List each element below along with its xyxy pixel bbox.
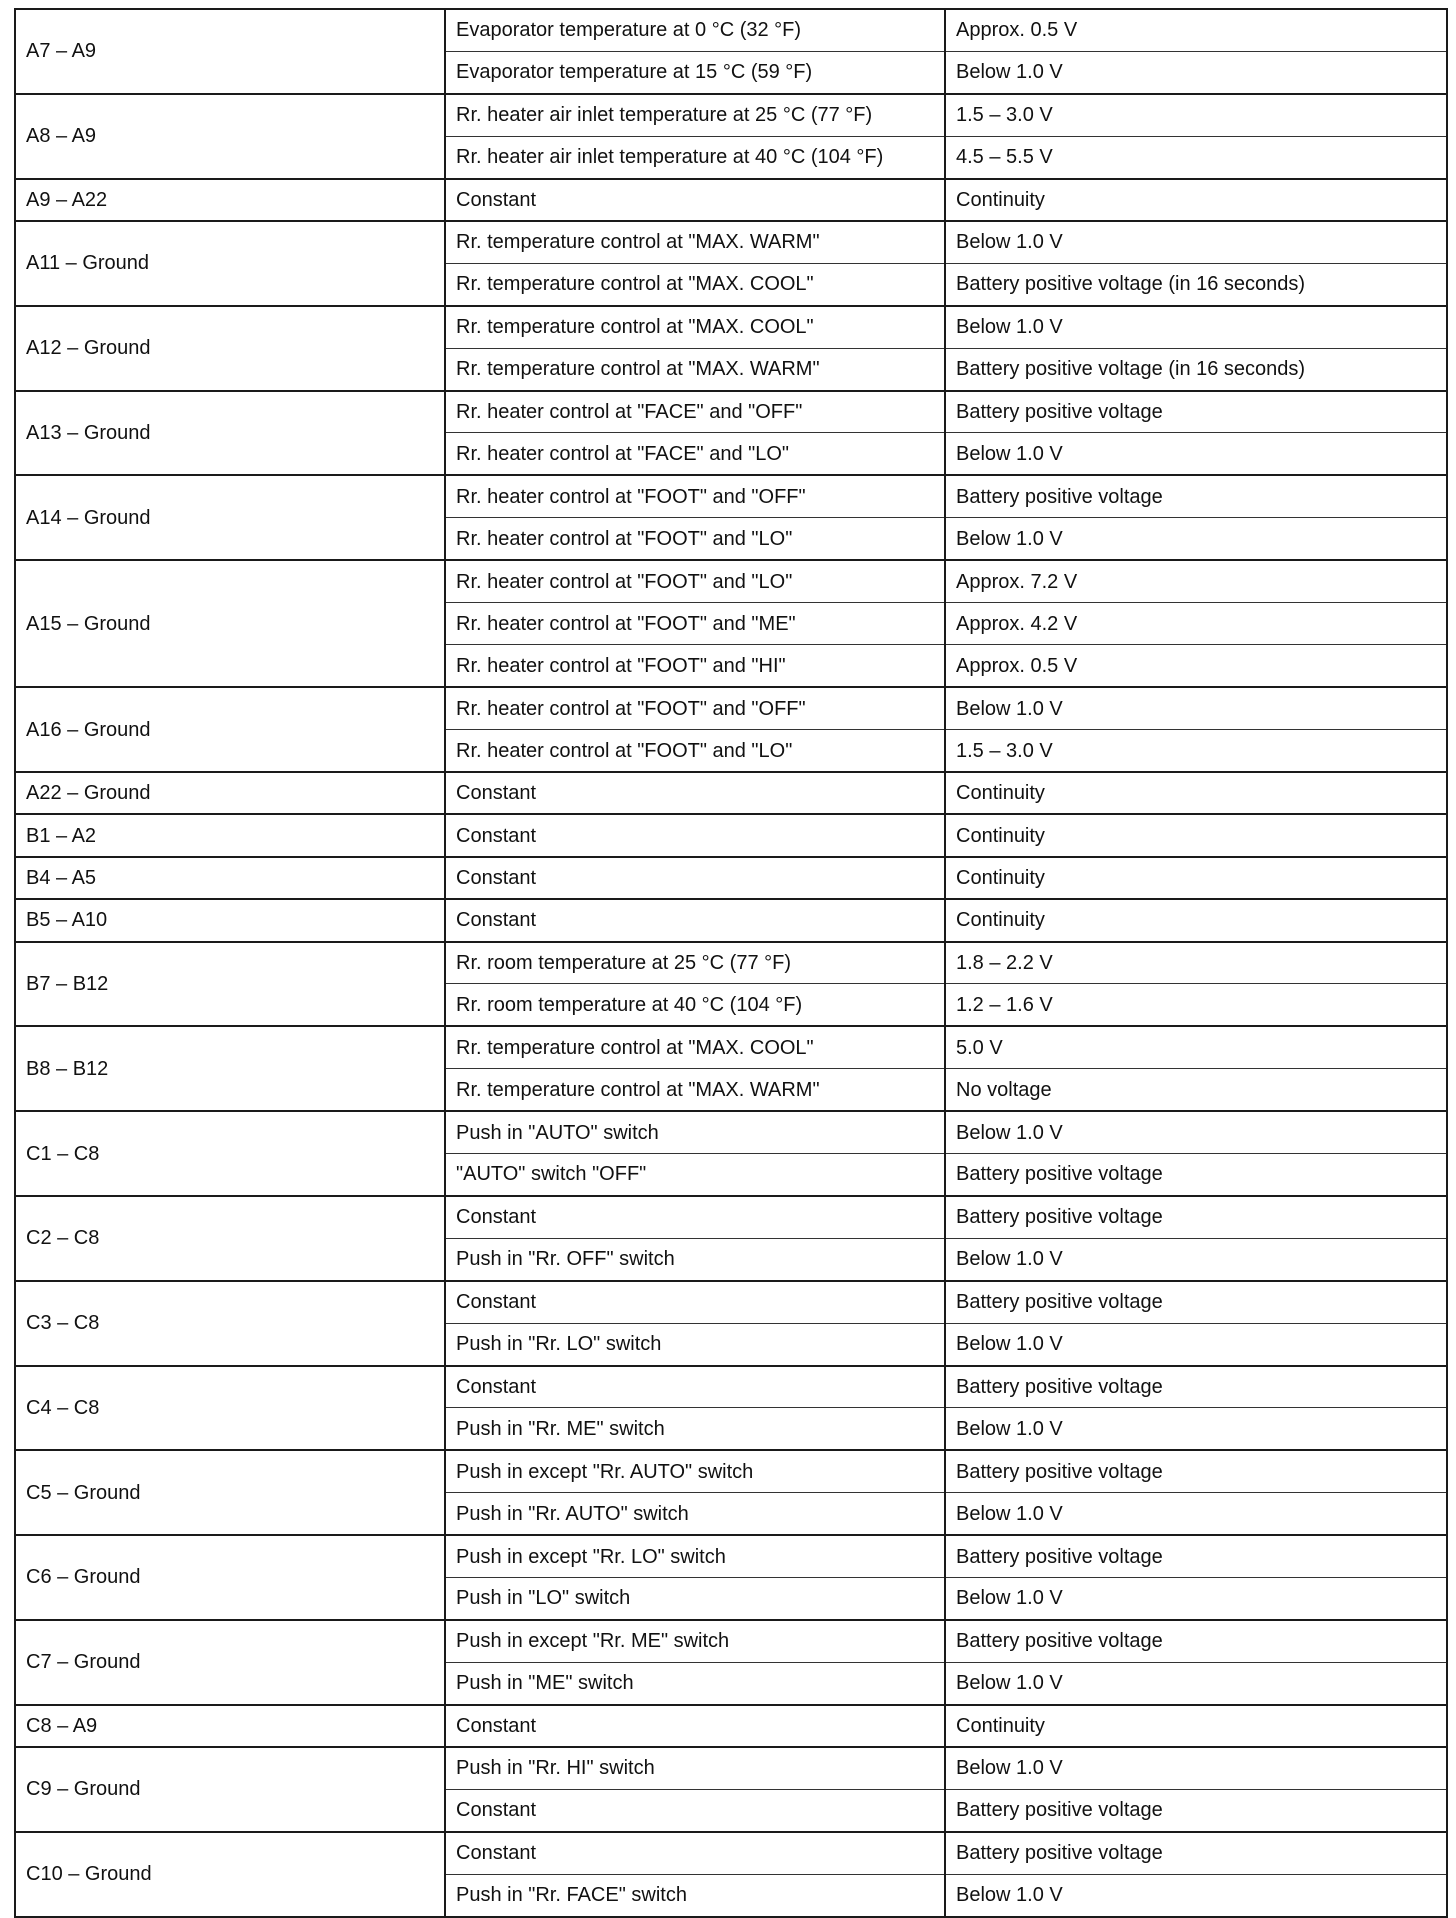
specified-condition-cell: Continuity xyxy=(945,772,1447,814)
condition-cell: Constant xyxy=(445,179,945,221)
specified-condition-cell: Below 1.0 V xyxy=(945,306,1447,348)
specified-condition-cell: Battery positive voltage xyxy=(945,1154,1447,1196)
condition-cell: Rr. temperature control at "MAX. WARM" xyxy=(445,348,945,390)
terminal-cell: B7 – B12 xyxy=(15,942,445,1027)
terminal-inspection-table xyxy=(14,8,1448,1918)
specified-condition-cell: 1.2 – 1.6 V xyxy=(945,984,1447,1026)
specified-condition-cell: Below 1.0 V xyxy=(945,51,1447,93)
condition-cell: Constant xyxy=(445,772,945,814)
table-row xyxy=(15,560,1447,602)
table-row xyxy=(15,814,1447,856)
condition-cell: Rr. heater control at "FOOT" and "LO" xyxy=(445,518,945,560)
specified-condition-cell: Below 1.0 V xyxy=(945,1662,1447,1704)
specified-condition-cell: Continuity xyxy=(945,814,1447,856)
condition-cell: Push in "AUTO" switch xyxy=(445,1111,945,1153)
terminal-cell: C8 – A9 xyxy=(15,1705,445,1747)
table-row xyxy=(15,94,1447,136)
terminal-cell: C1 – C8 xyxy=(15,1111,445,1196)
condition-cell: Constant xyxy=(445,1281,945,1323)
table-row xyxy=(15,899,1447,941)
terminal-cell: A15 – Ground xyxy=(15,560,445,687)
terminal-cell: B8 – B12 xyxy=(15,1026,445,1111)
terminal-cell: B4 – A5 xyxy=(15,857,445,899)
specified-condition-cell: Battery positive voltage xyxy=(945,1535,1447,1577)
table-row xyxy=(15,1196,1447,1238)
condition-cell: Rr. temperature control at "MAX. COOL" xyxy=(445,263,945,305)
specified-condition-cell: Battery positive voltage (in 16 seconds) xyxy=(945,263,1447,305)
condition-cell: Constant xyxy=(445,814,945,856)
specified-condition-cell: Approx. 7.2 V xyxy=(945,560,1447,602)
specified-condition-cell: Below 1.0 V xyxy=(945,221,1447,263)
specified-condition-cell: Below 1.0 V xyxy=(945,1408,1447,1450)
condition-cell: Rr. room temperature at 40 °C (104 °F) xyxy=(445,984,945,1026)
specified-condition-cell: Continuity xyxy=(945,899,1447,941)
specified-condition-cell: 5.0 V xyxy=(945,1026,1447,1068)
condition-cell: Rr. heater control at "FACE" and "OFF" xyxy=(445,391,945,433)
table-row xyxy=(15,1535,1447,1577)
terminal-cell: A12 – Ground xyxy=(15,306,445,391)
condition-cell: Constant xyxy=(445,1196,945,1238)
specified-condition-cell: Continuity xyxy=(945,179,1447,221)
specified-condition-cell: Battery positive voltage xyxy=(945,391,1447,433)
specified-condition-cell: Below 1.0 V xyxy=(945,1493,1447,1535)
specified-condition-cell: 1.5 – 3.0 V xyxy=(945,730,1447,772)
condition-cell: Push in "Rr. LO" switch xyxy=(445,1323,945,1365)
condition-cell: Constant xyxy=(445,857,945,899)
condition-cell: Evaporator temperature at 15 °C (59 °F) xyxy=(445,51,945,93)
specified-condition-cell: Battery positive voltage xyxy=(945,1620,1447,1662)
table-row xyxy=(15,391,1447,433)
specified-condition-cell: Approx. 0.5 V xyxy=(945,645,1447,687)
condition-cell: Rr. heater control at "FOOT" and "LO" xyxy=(445,730,945,772)
condition-cell: Rr. temperature control at "MAX. COOL" xyxy=(445,1026,945,1068)
condition-cell: Rr. heater air inlet temperature at 25 °C (77 °F) xyxy=(445,94,945,136)
table-row xyxy=(15,1450,1447,1492)
condition-cell: Rr. heater control at "FOOT" and "ME" xyxy=(445,602,945,644)
condition-cell: Constant xyxy=(445,1705,945,1747)
terminal-cell: A22 – Ground xyxy=(15,772,445,814)
table-row xyxy=(15,1747,1447,1789)
specified-condition-cell: Approx. 4.2 V xyxy=(945,602,1447,644)
terminal-cell: C3 – C8 xyxy=(15,1281,445,1366)
terminal-cell: A9 – A22 xyxy=(15,179,445,221)
condition-cell: Constant xyxy=(445,1832,945,1874)
specified-condition-cell: 1.8 – 2.2 V xyxy=(945,942,1447,984)
condition-cell: Push in "ME" switch xyxy=(445,1662,945,1704)
specified-condition-cell: 1.5 – 3.0 V xyxy=(945,94,1447,136)
specified-condition-cell: 4.5 – 5.5 V xyxy=(945,136,1447,178)
condition-cell: Push in "LO" switch xyxy=(445,1577,945,1619)
terminal-cell: C9 – Ground xyxy=(15,1747,445,1832)
table-row xyxy=(15,1026,1447,1068)
condition-cell: Push in "Rr. FACE" switch xyxy=(445,1874,945,1916)
specified-condition-cell: Continuity xyxy=(945,1705,1447,1747)
specified-condition-cell: Battery positive voltage xyxy=(945,1789,1447,1831)
condition-cell: Constant xyxy=(445,899,945,941)
terminal-cell: C7 – Ground xyxy=(15,1620,445,1705)
specified-condition-cell: Battery positive voltage (in 16 seconds) xyxy=(945,348,1447,390)
table-row xyxy=(15,857,1447,899)
specified-condition-cell: Battery positive voltage xyxy=(945,1450,1447,1492)
terminal-cell: C4 – C8 xyxy=(15,1366,445,1451)
terminal-cell: A8 – A9 xyxy=(15,94,445,179)
condition-cell: "AUTO" switch "OFF" xyxy=(445,1154,945,1196)
condition-cell: Rr. heater control at "FACE" and "LO" xyxy=(445,433,945,475)
condition-cell: Rr. heater air inlet temperature at 40 °C (104 °F) xyxy=(445,136,945,178)
table-row xyxy=(15,1111,1447,1153)
specified-condition-cell: Battery positive voltage xyxy=(945,1196,1447,1238)
terminal-cell: A13 – Ground xyxy=(15,391,445,476)
specified-condition-cell: Below 1.0 V xyxy=(945,518,1447,560)
condition-cell: Rr. temperature control at "MAX. WARM" xyxy=(445,1069,945,1111)
terminal-cell: C2 – C8 xyxy=(15,1196,445,1281)
terminal-cell: A14 – Ground xyxy=(15,475,445,560)
specified-condition-cell: Below 1.0 V xyxy=(945,433,1447,475)
specified-condition-cell: Below 1.0 V xyxy=(945,1874,1447,1916)
table-row xyxy=(15,9,1447,51)
condition-cell: Rr. heater control at "FOOT" and "OFF" xyxy=(445,475,945,517)
condition-cell: Push in "Rr. ME" switch xyxy=(445,1408,945,1450)
terminal-cell: C6 – Ground xyxy=(15,1535,445,1620)
specified-condition-cell: Battery positive voltage xyxy=(945,1366,1447,1408)
terminal-cell: B5 – A10 xyxy=(15,899,445,941)
table-row xyxy=(15,942,1447,984)
terminal-cell: C5 – Ground xyxy=(15,1450,445,1535)
specified-condition-cell: Battery positive voltage xyxy=(945,1832,1447,1874)
condition-cell: Push in "Rr. AUTO" switch xyxy=(445,1493,945,1535)
condition-cell: Push in "Rr. HI" switch xyxy=(445,1747,945,1789)
table-row xyxy=(15,1832,1447,1874)
terminal-cell: C10 – Ground xyxy=(15,1832,445,1917)
condition-cell: Rr. heater control at "FOOT" and "LO" xyxy=(445,560,945,602)
specified-condition-cell: Below 1.0 V xyxy=(945,687,1447,729)
specified-condition-cell: Below 1.0 V xyxy=(945,1747,1447,1789)
table-row xyxy=(15,1281,1447,1323)
table-row xyxy=(15,306,1447,348)
table-row xyxy=(15,221,1447,263)
specified-condition-cell: Battery positive voltage xyxy=(945,475,1447,517)
condition-cell: Constant xyxy=(445,1789,945,1831)
specified-condition-cell: Below 1.0 V xyxy=(945,1111,1447,1153)
terminal-cell: A7 – A9 xyxy=(15,9,445,94)
condition-cell: Evaporator temperature at 0 °C (32 °F) xyxy=(445,9,945,51)
condition-cell: Push in except "Rr. AUTO" switch xyxy=(445,1450,945,1492)
condition-cell: Rr. temperature control at "MAX. WARM" xyxy=(445,221,945,263)
terminal-cell: A11 – Ground xyxy=(15,221,445,306)
terminal-inspection-table-body xyxy=(15,9,1447,1917)
table-row xyxy=(15,1366,1447,1408)
specified-condition-cell: No voltage xyxy=(945,1069,1447,1111)
table-row xyxy=(15,179,1447,221)
table-row xyxy=(15,1705,1447,1747)
specified-condition-cell: Continuity xyxy=(945,857,1447,899)
specified-condition-cell: Below 1.0 V xyxy=(945,1577,1447,1619)
condition-cell: Rr. heater control at "FOOT" and "HI" xyxy=(445,645,945,687)
terminal-cell: B1 – A2 xyxy=(15,814,445,856)
table-row xyxy=(15,772,1447,814)
condition-cell: Rr. room temperature at 25 °C (77 °F) xyxy=(445,942,945,984)
table-row xyxy=(15,1620,1447,1662)
condition-cell: Rr. temperature control at "MAX. COOL" xyxy=(445,306,945,348)
specified-condition-cell: Approx. 0.5 V xyxy=(945,9,1447,51)
specified-condition-cell: Battery positive voltage xyxy=(945,1281,1447,1323)
condition-cell: Push in except "Rr. ME" switch xyxy=(445,1620,945,1662)
condition-cell: Constant xyxy=(445,1366,945,1408)
table-row xyxy=(15,475,1447,517)
condition-cell: Push in "Rr. OFF" switch xyxy=(445,1238,945,1280)
condition-cell: Push in except "Rr. LO" switch xyxy=(445,1535,945,1577)
specified-condition-cell: Below 1.0 V xyxy=(945,1238,1447,1280)
table-row xyxy=(15,687,1447,729)
terminal-cell: A16 – Ground xyxy=(15,687,445,772)
specified-condition-cell: Below 1.0 V xyxy=(945,1323,1447,1365)
condition-cell: Rr. heater control at "FOOT" and "OFF" xyxy=(445,687,945,729)
